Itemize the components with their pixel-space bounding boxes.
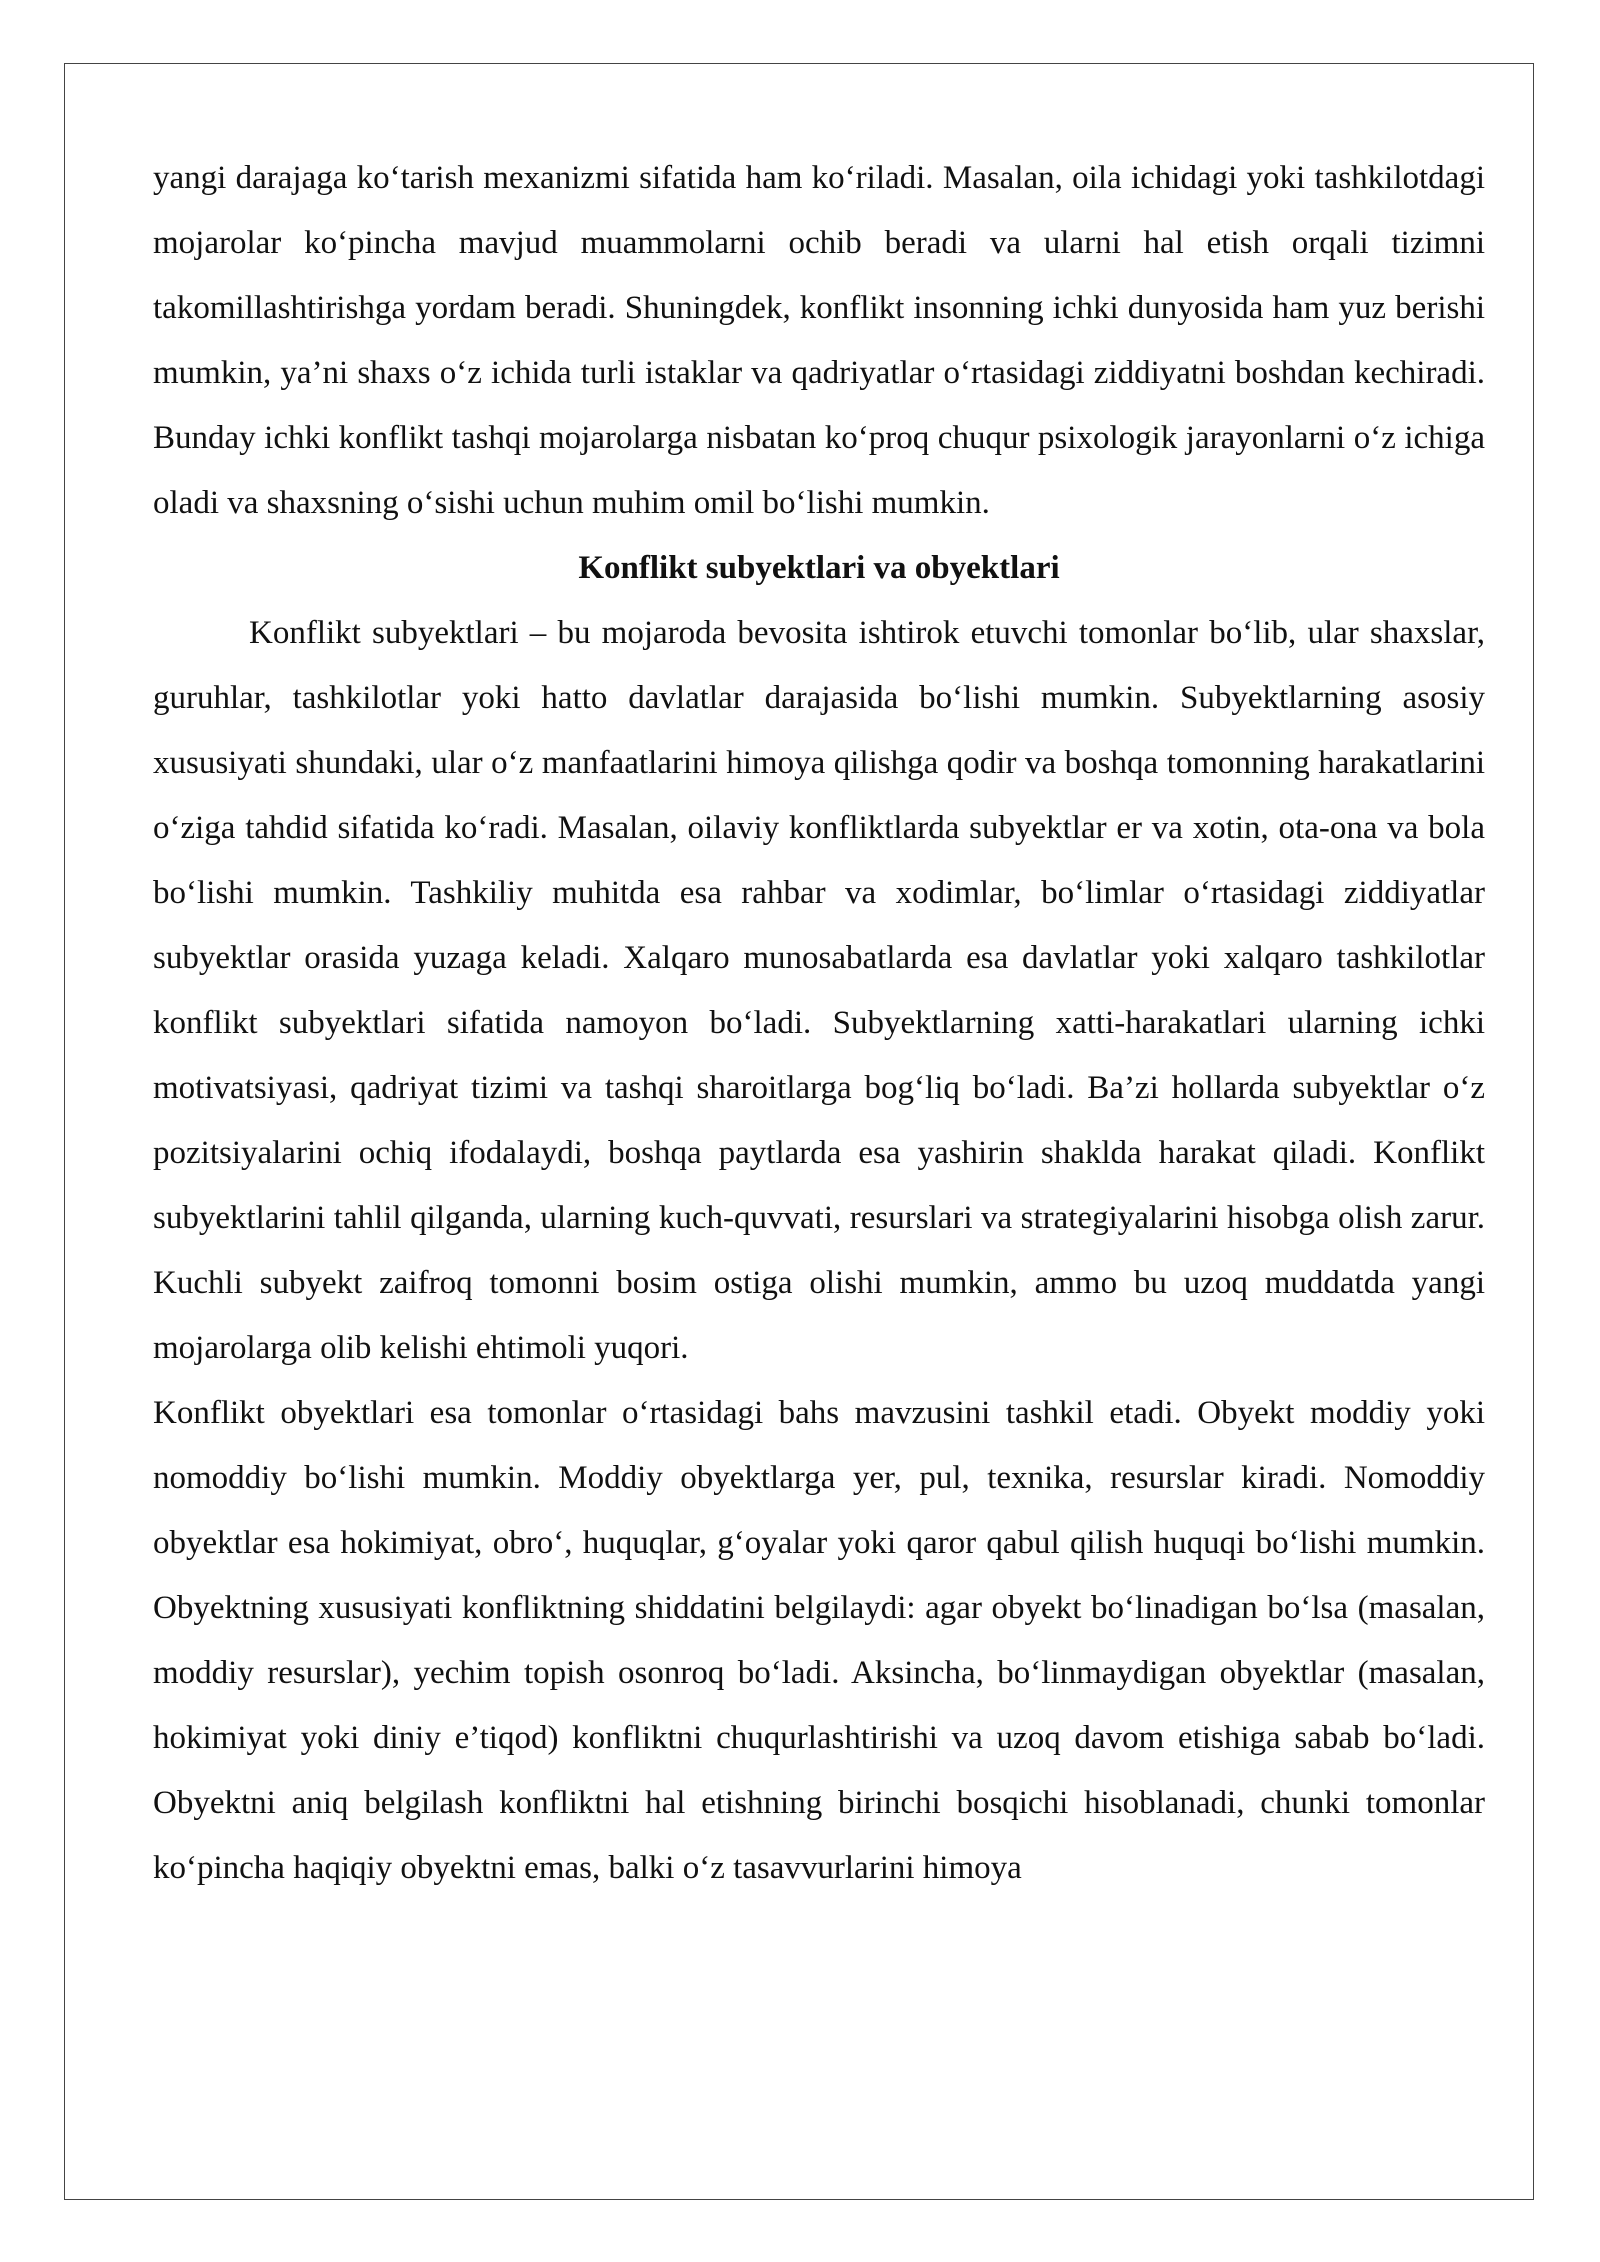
- document-body: [153, 146, 1485, 1901]
- section-heading: Konflikt subyektlari va obyektlari: [578, 550, 1060, 586]
- paragraph-continued: yangi darajaga ko‘tarish mexanizmi sifatida ham ko‘riladi. Masalan, oila ichidagi yoki tashkilotdagi mojarolar ko‘pincha mavjud muammolarni ochib beradi va ularni hal etish orqali tizimni takomillashtirishga yordam beradi. Shuningdek, konflikt insonning ichki dunyosida ham yuz berishi mumkin, ya’ni shaxs o‘z ichida turli istaklar va qadriyatlar o‘rtasidagi ziddiyatni boshdan kechiradi. Bunday ichki konflikt tashqi mojarolarga nisbatan ko‘proq chuqur psixologik jarayonlarni o‘z ichiga oladi va shaxsning o‘sishi uchun muhim omil bo‘lishi mumkin.: [153, 160, 1485, 521]
- paragraph-objects: Konflikt obyektlari esa tomonlar o‘rtasidagi bahs mavzusini tashkil etadi. Obyekt moddiy yoki nomoddiy bo‘lishi mumkin. Moddiy obyektlarga yer, pul, texnika, resurslar kiradi. Nomoddiy obyektlar esa hokimiyat, obro‘, huquqlar, g‘oyalar yoki qaror qabul qilish huquqi bo‘lishi mumkin. Obyektning xususiyati konfliktning shiddatini belgilaydi: agar obyekt bo‘linadigan bo‘lsa (masalan, moddiy resurslar), yechim topish osonroq bo‘ladi. Aksincha, bo‘linmaydigan obyektlar (masalan, hokimiyat yoki diniy e’tiqod) konfliktni chuqurlashtirishi va uzoq davom etishiga sabab bo‘ladi. Obyektni aniq belgilash konfliktni hal etishning birinchi bosqichi hisoblanadi, chunki tomonlar ko‘pincha haqiqiy obyektni emas, balki o‘z tasavvurlarini himoya: [153, 1395, 1485, 1886]
- paragraph-subjects: Konflikt subyektlari – bu mojaroda bevosita ishtirok etuvchi tomonlar bo‘lib, ular shaxslar, guruhlar, tashkilotlar yoki hatto davlatlar darajasida bo‘lishi mumkin. Subyektlarning asosiy xususiyati shundaki, ular o‘z manfaatlarini himoya qilishga qodir va boshqa tomonning harakatlarini o‘ziga tahdid sifatida ko‘radi. Masalan, oilaviy konfliktlarda subyektlar er va xotin, ota-ona va bola bo‘lishi mumkin. Tashkiliy muhitda esa rahbar va xodimlar, bo‘limlar o‘rtasidagi ziddiyatlar subyektlar orasida yuzaga keladi. Xalqaro munosabatlarda esa davlatlar yoki xalqaro tashkilotlar konflikt subyektlari sifatida namoyon bo‘ladi. Subyektlarning xatti-harakatlari ularning ichki motivatsiyasi, qadriyat tizimi va tashqi sharoitlarga bog‘liq bo‘ladi. Ba’zi hollarda subyektlar o‘z pozitsiyalarini ochiq ifodalaydi, boshqa paytlarda esa yashirin shaklda harakat qiladi. Konflikt subyektlarini tahlil qilganda, ularning kuch-quvvati, resurslari va strategiyalarini hisobga olish zarur. Kuchli subyekt zaifroq tomonni bosim ostiga olishi mumkin, ammo bu uzoq muddatda yangi mojarolarga olib kelishi ehtimoli yuqori.: [153, 615, 1485, 1366]
